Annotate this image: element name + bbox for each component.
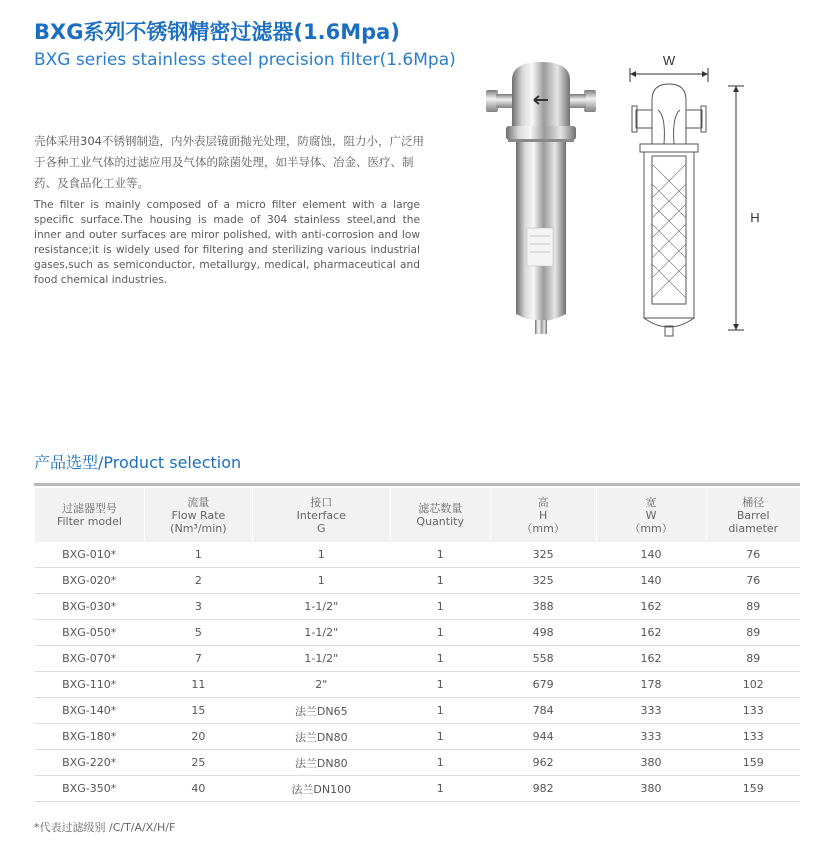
table-cell: 140	[596, 568, 706, 594]
col-header-line: Barrel	[736, 508, 770, 522]
table-cell: 159	[706, 776, 800, 802]
table-cell: 89	[706, 620, 800, 646]
height-label: H	[750, 210, 760, 225]
table-cell: 1	[390, 750, 490, 776]
col-header-line: 高	[537, 495, 549, 509]
col-header-line: 接口	[310, 495, 333, 509]
product-photo	[486, 58, 596, 338]
col-header-line: Quantity	[416, 515, 464, 528]
table-cell: 76	[706, 542, 800, 568]
col-header-line: 流量	[187, 495, 210, 509]
table-row	[35, 542, 801, 568]
table-cell: 962	[490, 750, 596, 776]
col-header-line: （mm）	[629, 521, 673, 535]
product-selection-title: 产品选型/Product selection	[34, 453, 242, 472]
table-cell: 法兰DN80	[252, 724, 390, 750]
table-cell: 20	[144, 724, 252, 750]
table-cell: 1	[390, 672, 490, 698]
table-cell: 102	[706, 672, 800, 698]
table-row	[35, 594, 801, 620]
table-cell: 325	[490, 542, 596, 568]
table-cell: 178	[596, 672, 706, 698]
table-cell: 法兰DN65	[252, 698, 390, 724]
width-label: W	[662, 53, 676, 68]
table-cell: 1	[390, 594, 490, 620]
col-header-line: Flow Rate	[171, 508, 226, 522]
table-cell: 89	[706, 646, 800, 672]
table-cell: 388	[490, 594, 596, 620]
table-cell: 140	[596, 542, 706, 568]
table-cell: 1-1/2"	[252, 594, 390, 620]
table-cell: 2	[144, 568, 252, 594]
product-selection-table	[34, 488, 800, 802]
col-header-interface	[252, 488, 390, 542]
table-cell: 15	[144, 698, 252, 724]
table-row	[35, 672, 801, 698]
table-cell: 1	[390, 620, 490, 646]
table-cell: 325	[490, 568, 596, 594]
table-cell: 2"	[252, 672, 390, 698]
table-cell: 1	[252, 568, 390, 594]
table-cell: 1-1/2"	[252, 620, 390, 646]
table-cell: 380	[596, 750, 706, 776]
table-cell: 784	[490, 698, 596, 724]
description-english: The filter is mainly composed of a micro filter element with a large specific surface.The housing is made of 304 stainless steel,and the inner and outer surfaces are miror polished, with anti-corrosion and low resistance;it is widely used for filtering and sterilizing various industrial gases,such as semiconductor, metallurgy, medical, pharmaceutical and food chemical industries.	[34, 199, 420, 286]
table-cell: 25	[144, 750, 252, 776]
table-cell: 1	[390, 646, 490, 672]
table-cell: 1	[390, 776, 490, 802]
table-cell: 162	[596, 594, 706, 620]
table-row	[35, 646, 801, 672]
table-cell: 法兰DN100	[252, 776, 390, 802]
col-header-line: G	[317, 521, 326, 535]
table-row	[35, 568, 801, 594]
col-header-filter-model	[35, 488, 145, 542]
table-cell: 1	[252, 542, 390, 568]
table-cell: 1	[144, 542, 252, 568]
table-cell: BXG-010*	[35, 542, 145, 568]
table-cell: 162	[596, 646, 706, 672]
col-header-line: (Nm³/min)	[170, 521, 227, 535]
table-header-row	[35, 488, 801, 542]
table-cell: 3	[144, 594, 252, 620]
description-chinese: 壳体采用304不锈钢制造，内外表层镜面抛光处理，防腐蚀，阻力小，广泛用于各种工业气体的过滤应用及气体的除菌处理，如半导体、冶金、医疗、制药、及食品化工业等。	[34, 134, 424, 190]
table-cell: 159	[706, 750, 800, 776]
col-header-barrel-diameter	[706, 488, 800, 542]
table-cell: BXG-030*	[35, 594, 145, 620]
table-row	[35, 620, 801, 646]
col-header-line: 宽	[645, 495, 657, 509]
table-cell: BXG-050*	[35, 620, 145, 646]
footnote: *代表过滤级别 /C/T/A/X/H/F	[34, 821, 176, 834]
col-header-line: W	[645, 508, 657, 522]
table-cell: BXG-180*	[35, 724, 145, 750]
table-cell: BXG-350*	[35, 776, 145, 802]
table-row	[35, 724, 801, 750]
col-header-quantity	[390, 488, 490, 542]
col-header-height	[490, 488, 596, 542]
table-top-rule	[34, 483, 800, 486]
table-cell: BXG-020*	[35, 568, 145, 594]
table-cell: 40	[144, 776, 252, 802]
table-cell: 133	[706, 698, 800, 724]
table-cell: 944	[490, 724, 596, 750]
col-header-line: Filter model	[56, 515, 122, 528]
col-header-line: 滤芯数量	[418, 502, 463, 515]
table-cell: BXG-110*	[35, 672, 145, 698]
col-header-line: （mm）	[521, 521, 565, 535]
col-header-line: 过滤器型号	[61, 502, 117, 515]
table-cell: 679	[490, 672, 596, 698]
table-cell: 89	[706, 594, 800, 620]
col-header-flow-rate	[144, 488, 252, 542]
table-cell: 11	[144, 672, 252, 698]
table-cell: 7	[144, 646, 252, 672]
table-body	[35, 542, 801, 802]
col-header-line: 桶径	[742, 495, 765, 509]
table-cell: 1	[390, 724, 490, 750]
table-cell: 1	[390, 698, 490, 724]
table-cell: BXG-070*	[35, 646, 145, 672]
table-cell: 1-1/2"	[252, 646, 390, 672]
table-cell: 133	[706, 724, 800, 750]
table-cell: BXG-220*	[35, 750, 145, 776]
page-title: BXG系列不锈钢精密过滤器(1.6Mpa)	[34, 20, 400, 44]
table-cell: 333	[596, 698, 706, 724]
table-cell: 498	[490, 620, 596, 646]
dimension-drawing	[618, 52, 778, 342]
table-cell: 162	[596, 620, 706, 646]
table-cell: 1	[390, 568, 490, 594]
table-cell: 法兰DN80	[252, 750, 390, 776]
table-row	[35, 776, 801, 802]
table-cell: 5	[144, 620, 252, 646]
table-cell: 1	[390, 542, 490, 568]
table-cell: 333	[596, 724, 706, 750]
table-row	[35, 698, 801, 724]
table-cell: 76	[706, 568, 800, 594]
page-subtitle: BXG series stainless steel precision filter(1.6Mpa)	[34, 50, 456, 70]
col-header-line: H	[538, 508, 548, 522]
table-cell: BXG-140*	[35, 698, 145, 724]
table-row	[35, 750, 801, 776]
table-cell: 558	[490, 646, 596, 672]
col-header-width	[596, 488, 706, 542]
col-header-line: Interface	[296, 508, 346, 522]
filter-schematic	[618, 52, 778, 342]
table-cell: 982	[490, 776, 596, 802]
col-header-line: diameter	[728, 521, 779, 535]
table-cell: 380	[596, 776, 706, 802]
